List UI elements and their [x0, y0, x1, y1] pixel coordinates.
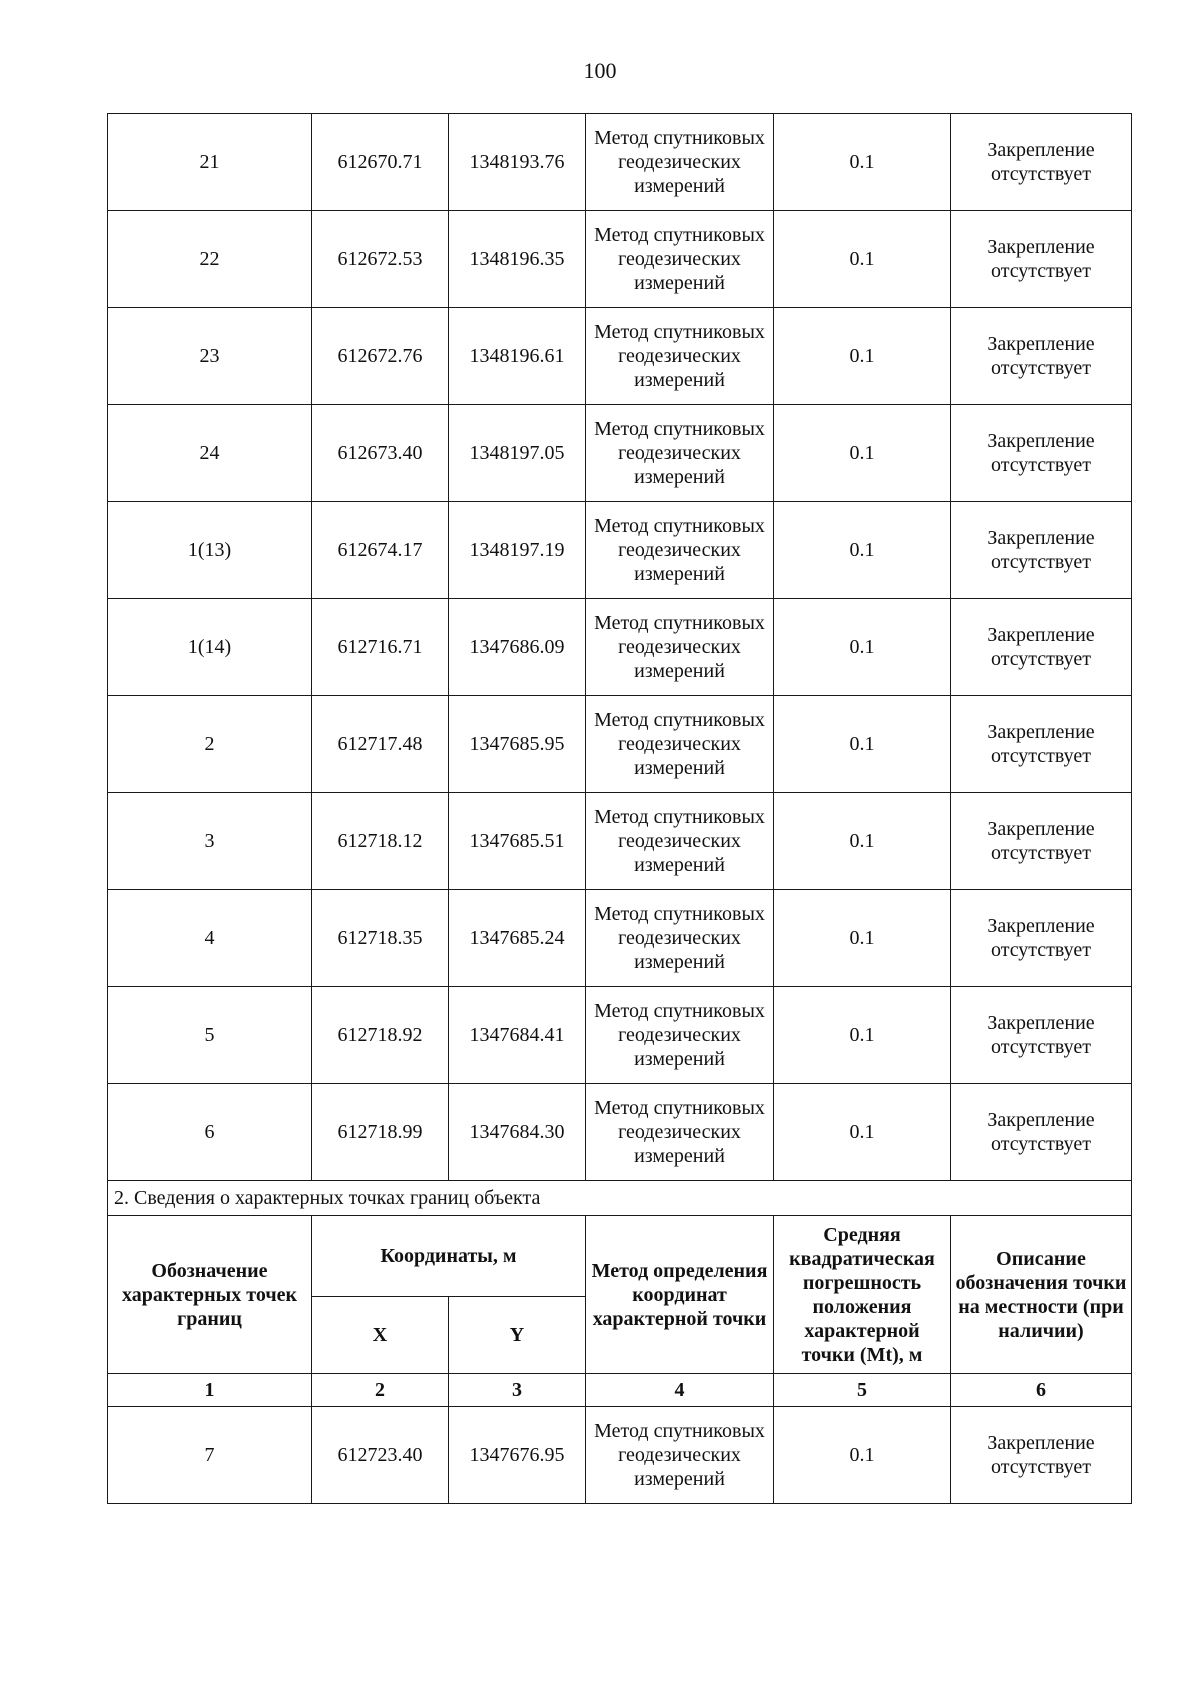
table-section-2 — [108, 1181, 1132, 1407]
cell-y: 1347684.41 — [449, 987, 586, 1084]
cell-description: Закрепление отсутствует — [951, 211, 1132, 308]
cell-x: 612718.99 — [312, 1084, 449, 1181]
cell-x: 612670.71 — [312, 114, 449, 211]
cell-x: 612716.71 — [312, 599, 449, 696]
cell-y: 1347684.30 — [449, 1084, 586, 1181]
cell-accuracy: 0.1 — [774, 405, 951, 502]
cell-y: 1348197.19 — [449, 502, 586, 599]
cell-method: Метод спутниковых геодезических измерений — [586, 696, 774, 793]
cell-point: 21 — [108, 114, 312, 211]
table-body-top — [108, 114, 1132, 1181]
column-number: 6 — [951, 1374, 1132, 1407]
page-number: 100 — [583, 58, 617, 83]
cell-accuracy: 0.1 — [774, 1407, 951, 1504]
cell-point: 5 — [108, 987, 312, 1084]
cell-description: Закрепление отсутствует — [951, 502, 1132, 599]
cell-accuracy: 0.1 — [774, 1084, 951, 1181]
header-y: Y — [449, 1297, 586, 1374]
cell-y: 1347685.24 — [449, 890, 586, 987]
column-number: 1 — [108, 1374, 312, 1407]
column-number: 3 — [449, 1374, 586, 1407]
table-row — [108, 114, 1132, 211]
header-point: Обозначение характерных точек границ — [108, 1216, 312, 1374]
cell-description: Закрепление отсутствует — [951, 1084, 1132, 1181]
cell-accuracy: 0.1 — [774, 502, 951, 599]
cell-method: Метод спутниковых геодезических измерений — [586, 1407, 774, 1504]
cell-description: Закрепление отсутствует — [951, 405, 1132, 502]
cell-description: Закрепление отсутствует — [951, 890, 1132, 987]
cell-accuracy: 0.1 — [774, 987, 951, 1084]
table-row — [108, 502, 1132, 599]
cell-point: 4 — [108, 890, 312, 987]
cell-y: 1348196.61 — [449, 308, 586, 405]
cell-method: Метод спутниковых геодезических измерений — [586, 890, 774, 987]
cell-method: Метод спутниковых геодезических измерений — [586, 502, 774, 599]
cell-y: 1347685.95 — [449, 696, 586, 793]
column-number: 2 — [312, 1374, 449, 1407]
cell-point: 6 — [108, 1084, 312, 1181]
cell-point: 24 — [108, 405, 312, 502]
header-description: Описание обозначения точки на местности (при наличии) — [951, 1216, 1132, 1374]
cell-method: Метод спутниковых геодезических измерений — [586, 793, 774, 890]
table-row — [108, 308, 1132, 405]
cell-accuracy: 0.1 — [774, 696, 951, 793]
cell-y: 1347686.09 — [449, 599, 586, 696]
cell-description: Закрепление отсутствует — [951, 308, 1132, 405]
column-number-row — [108, 1374, 1132, 1407]
table-row — [108, 211, 1132, 308]
table-row — [108, 1407, 1132, 1504]
table-row — [108, 405, 1132, 502]
column-number: 4 — [586, 1374, 774, 1407]
cell-x: 612717.48 — [312, 696, 449, 793]
cell-y: 1347685.51 — [449, 793, 586, 890]
cell-x: 612674.17 — [312, 502, 449, 599]
cell-x: 612672.53 — [312, 211, 449, 308]
coordinates-table — [107, 113, 1132, 1504]
table-row — [108, 696, 1132, 793]
cell-method: Метод спутниковых геодезических измерений — [586, 1084, 774, 1181]
header-x: X — [312, 1297, 449, 1374]
cell-accuracy: 0.1 — [774, 308, 951, 405]
section-row — [108, 1181, 1132, 1216]
cell-accuracy: 0.1 — [774, 793, 951, 890]
cell-accuracy: 0.1 — [774, 599, 951, 696]
cell-description: Закрепление отсутствует — [951, 1407, 1132, 1504]
header-row — [108, 1216, 1132, 1297]
cell-method: Метод спутниковых геодезических измерений — [586, 114, 774, 211]
table-row — [108, 793, 1132, 890]
cell-point: 2 — [108, 696, 312, 793]
cell-description: Закрепление отсутствует — [951, 987, 1132, 1084]
cell-description: Закрепление отсутствует — [951, 114, 1132, 211]
cell-y: 1348197.05 — [449, 405, 586, 502]
column-number: 5 — [774, 1374, 951, 1407]
cell-point: 3 — [108, 793, 312, 890]
cell-y: 1347676.95 — [449, 1407, 586, 1504]
table-row — [108, 599, 1132, 696]
cell-y: 1348193.76 — [449, 114, 586, 211]
cell-point: 7 — [108, 1407, 312, 1504]
cell-accuracy: 0.1 — [774, 211, 951, 308]
cell-point: 22 — [108, 211, 312, 308]
cell-method: Метод спутниковых геодезических измерений — [586, 405, 774, 502]
header-accuracy: Средняя квадратическая погрешность положения характерной точки (Mt), м — [774, 1216, 951, 1374]
cell-accuracy: 0.1 — [774, 890, 951, 987]
cell-method: Метод спутниковых геодезических измерений — [586, 211, 774, 308]
cell-point: 1(13) — [108, 502, 312, 599]
section-title: 2. Сведения о характерных точках границ объекта — [108, 1181, 1132, 1216]
cell-point: 23 — [108, 308, 312, 405]
cell-x: 612718.92 — [312, 987, 449, 1084]
cell-description: Закрепление отсутствует — [951, 696, 1132, 793]
table-row — [108, 890, 1132, 987]
table-row — [108, 1084, 1132, 1181]
table-body-bottom — [108, 1407, 1132, 1504]
cell-method: Метод спутниковых геодезических измерений — [586, 599, 774, 696]
header-coords: Координаты, м — [312, 1216, 586, 1297]
cell-y: 1348196.35 — [449, 211, 586, 308]
table-row — [108, 987, 1132, 1084]
cell-description: Закрепление отсутствует — [951, 599, 1132, 696]
header-method: Метод определения координат характерной точки — [586, 1216, 774, 1374]
cell-method: Метод спутниковых геодезических измерений — [586, 987, 774, 1084]
cell-accuracy: 0.1 — [774, 114, 951, 211]
cell-x: 612718.35 — [312, 890, 449, 987]
cell-x: 612672.76 — [312, 308, 449, 405]
cell-description: Закрепление отсутствует — [951, 793, 1132, 890]
cell-x: 612723.40 — [312, 1407, 449, 1504]
cell-point: 1(14) — [108, 599, 312, 696]
cell-x: 612673.40 — [312, 405, 449, 502]
cell-x: 612718.12 — [312, 793, 449, 890]
cell-method: Метод спутниковых геодезических измерений — [586, 308, 774, 405]
